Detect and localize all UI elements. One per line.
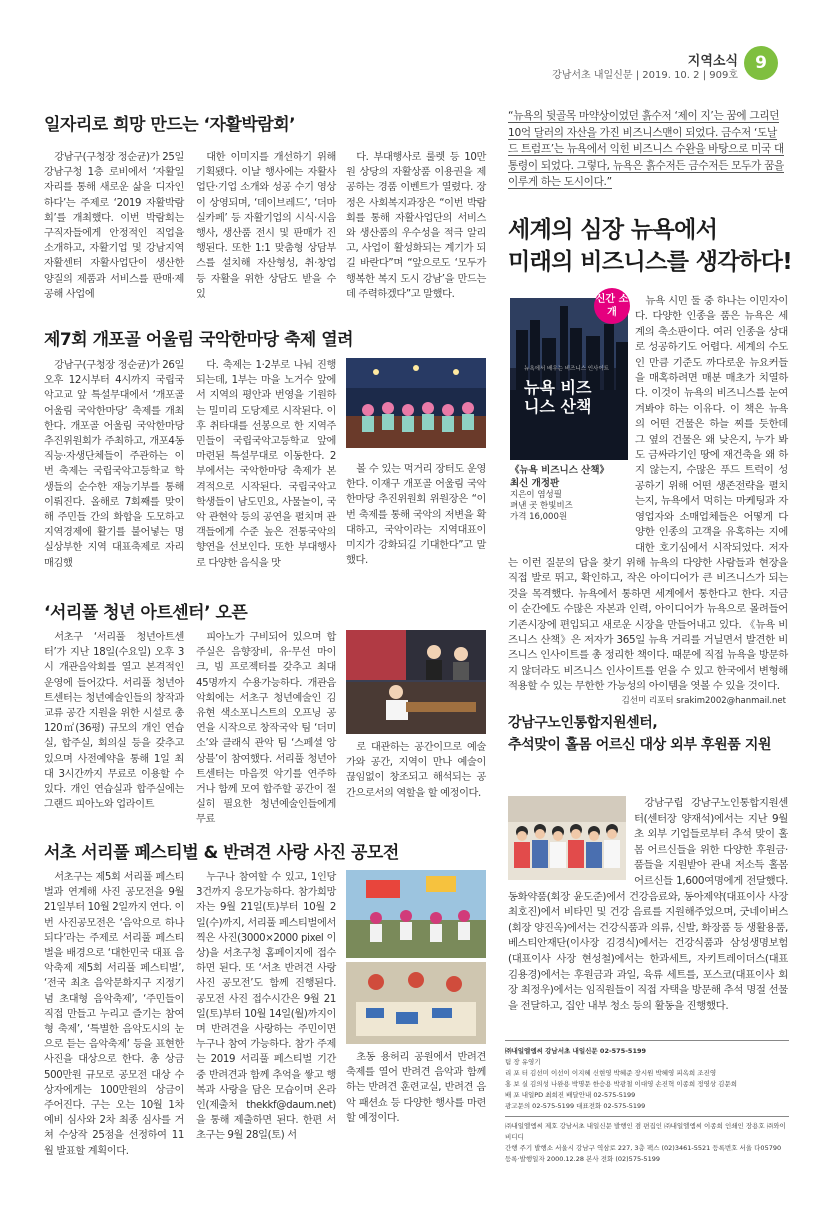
issue-meta: 강남서초 내일신문 | 2019. 10. 2 | 909호 (552, 70, 738, 81)
masthead: ㈜내일엘엠씨 강남서초 내일신문 02-575-5199 팀 장 유영기 리 포 터 김선미 이선이 이지혜 신현영 박혜준 장시원 박혜영 피옥희 조진영 홍 보 실 김의성 나완용 박명문 한승용 박광철 이대영 손진혁 이종희 정영상 김문희 배 포 내일PD 최희진 배달안내 02-575-5199 광고문의 02-575-5199 대표전화 02-575-5199 ㈜내일엘엠씨 제호 강남서초 내일신문 발행인 겸 편집인 ㈜내일엘엠씨 이종희 인쇄인 장용호 ㈜와이비디디 간행 주기 발행소 서울시 강남구 역삼로 227, 3층 팩스 (02)3461-5521 등록번호 서울 다05790 등록·발행일자 2000.12.28 본사 전화 (02)575-5199 (505, 1046, 789, 1165)
art-center-photo (346, 630, 486, 734)
article-4-title: 서초 서리풀 페스티벌 & 반려견 사랑 사진 공모전 (44, 843, 399, 863)
book-review-body: 뉴욕 시민 둘 중 하나는 이민자이다. 다양한 인종을 품은 뉴욕은 세계의 축소판이다. 여러 인종을 상대로 성공하기도 어렵다. 세계의 수도인 만큼 기준도 까다로운 뉴요커들을 매혹하려면 매분 매초가 치열하다. 이것이 뉴욕의 비즈니스를 눈여겨봐야 하는 이유다. 이 책은 뉴욕의 어떤 건물은 하늘 찌를 듯한데 그 옆의 건물은 왜 낮은지, 누가 봐도 금싸라기인 땅에 재건축을 왜 하지 않는지, 수많은 푸드 트럭이 성공하기 위해 어떤 생존전략을 펼치는지, 뉴욕에서 먹히는 마케팅과 자영업자와 소매업체들은 어떻게 다양한 인종의 고객을 유혹하는 지에 대한 호기심에서 시작되었다. 저자는 이런 질문의 답을 찾기 위해 뉴욕의 다양한 사람들과 현장을 직접 발로 뛰고, 확인하고, 작은 아이디어가 큰 비즈니스가 되는 것을 목격했다. 뉴욕에서 통하면 세계에서 통한다고 한다. 지금 이 순간에도 수많은 자본과 인력, 아이디어가 뉴욕으로 몰려들어 기존시장에 편입되고 새로운 시장을 만들어내고 있다. 《뉴욕 비즈니스 산책》은 저자가 365일 뉴욕 거리를 거닐면서 발견한 비즈니스 인사이트를 총 정리한 책이다. 때문에 직접 뉴욕을 방문하지 않더라도 비즈니스 인사이트를 얻을 수 있고 한국에서 변형해 적용할 수 있는 무한한 가능성의 아이템을 엿볼 수 있을 것이다. (508, 295, 788, 693)
festival-photo-2 (346, 962, 486, 1044)
gugak-concert-photo (346, 358, 486, 448)
masthead-divider (505, 1040, 789, 1041)
article-2-title: 제7회 개포골 어울림 국악한마당 축제 열려 (44, 330, 354, 350)
article-3-title: ‘서리풀 청년 아트센터’ 오픈 (44, 603, 248, 623)
article-2-col-3: 볼 수 있는 먹거리 장터도 운영한다. 이재구 개포골 어울림 국악한마당 추진위원회 위원장은 “이번 축제를 통해 국악의 저변을 확대하고, 국악이라는 지역대표이미지가 강화되길 기대한다”고 말했다. (346, 464, 486, 567)
book-headline: 세계의 심장 뉴욕에서 미래의 비즈니스를 생각하다! (508, 217, 793, 275)
article-4-col-1: 서초구는 제5회 서리풀 페스티벌과 연계해 사진 공모전을 9월 21일부터 10월 2일까지 연다. 이번 사진공모전은 ‘음악으로 하나 되다’라는 주제로 서리풀 페스티벌을 배경으로 ‘대한민국 대표 음악축제 제5회 서리풀 페스티벌’, ‘전국 최초 음악문화지구 지정기념 초대형 음악축제’, ‘주민들이 직접 만들고 누리고 즐기는 참여형 축제’, ‘특별한 음악도시의 눈으로 듣는 음악축제’ 등을 표현한 사진을 대상으로 한다. 총 상금 500만원 규모로 공모전 대상 수상자에게는 100만원의 상금이 주어진다. 구는 오는 10월 1차 예비 심사와 2차 최종 심사를 거쳐 수상작 25점을 선정하여 11월 발표할 계획이다. (44, 872, 185, 1157)
book-quote: “뉴욕의 뒷골목 마약상이었던 흙수저 ‘제이 지’는 꿈에 그리던 10억 달러의 자산을 가진 비즈니스맨이 되었다. 금수저 ‘도날드 트럼프’는 뉴욕에서 익힌 비즈니스 수완을 바탕으로 미국 대통령이 되었다. 그렇다, 뉴욕은 흙수저든 금수저든 모두가 꿈을 이루게 하는 도시이다.” (508, 110, 784, 189)
page-number: 9 (744, 46, 778, 80)
article-1-col-2: 대한 이미지를 개선하기 위해 기획됐다. 이날 행사에는 자활사업단·기업 소개와 성공 수기 영상이 상영되며, ‘데이브레드’, ‘더마실카페’ 등 자활기업의 시식·시음 행사, 생산품 전시 및 판매가 진행된다. 또한 1:1 맞춤형 상담부스를 설치해 자산형성, 취·창업 등 자활을 위한 상담도 받을 수 있 (196, 152, 336, 300)
article-3-col-3: 로 대관하는 공간이므로 예술가와 공간, 지역이 만나 예술이 끊임없이 창조되고 해석되는 공간으로서의 역할을 할 예정이다. (346, 742, 486, 799)
article-1-col-3: 다. 부대행사로 룰렛 등 10만원 상당의 자활상품 이용권을 제공하는 경품 이벤트가 열렸다. 장정은 사회복지과장은 “이번 박람회를 통해 자활사업단의 서비스와 생산품의 우수성을 적극 알리고, 사업이 활성화되는 계기가 되길 바란다”며 “앞으로도 ‘모두가 행복한 복지 도시 강남’을 만드는데 주력하겠다”고 말했다. (346, 152, 486, 300)
reporter-byline: 김선미 리포터 srakim2002@hanmail.net (621, 696, 786, 706)
article-3-col-1: 서초구 ‘서리풀 청년아트센터’가 지난 18일(수요일) 오후 3시 개관음악회를 열고 본격적인 운영에 들어갔다. 서리풀 청년아트센터는 청년예술인들의 창작과 교류 공간 지원을 위한 시설로 총 120㎡(36평) 규모의 개인 연습실, 합주실, 회의실 등을 갖추고 있으며 사전예약을 통해 1일 최대 3시간까지 무료로 이용할 수 있다. 개인 연습실과 합주실에는 그랜드 피아노와 업라이트 (44, 632, 184, 811)
book-cover-subtitle: 뉴욕에서 배우는 비즈니스 인사이트 (524, 366, 609, 372)
masthead-inner-divider (505, 1116, 789, 1117)
article-3-col-2: 피아노가 구비되어 있으며 합주실은 음향장비, 유·무선 마이크, 빔 프로젝터를 갖추고 최대 45명까지 수용가능하다. 개관음악회에는 서초구 청년예술인 김유현 색소포니스트의 오프닝 공연을 시작으로 창작국악 팀 ‘더미소’와 클래식 관악 팀 ‘스페셜 앙상블’이 참여했다. 서리풀 청년아트센터는 마음껏 악기를 연주하거나 함께 모여 합주할 공간이 절실히 필요한 청년예술인들에게 무료 (196, 632, 336, 826)
book-caption: 《뉴욕 비즈니스 산책》 최신 개정판 지은이 염성필 펴낸 곳 한빛비즈 가격 16,000원 (510, 465, 610, 522)
article-4-col-2: 누구나 참여할 수 있고, 1인당 3건까지 응모가능하다. 참가희망자는 9월 21일(토)부터 10월 2일(수)까지, 서리풀 페스티벌에서 찍은 사진(3000×2000 pixel 이상)을 서초구청 홈페이지에 접수하면 된다. 또 ‘서초 반려견 사랑 사진 공모전’도 함께 진행된다. 공모전 사진 접수시간은 9월 21일(토)부터 10월 14일(월)까지이며 반려견을 사랑하는 주민이면 누구나 참여 가능하다. 참가 주제는 2019 서리풀 페스티벌 기간 중 반려견과 함께 추억을 쌓고 행복과 사랑을 담은 모습이며 온라인(제출처 thekkf@daum.net)을 통해 제출하면 된다. 한편 서초구는 9월 28일(토) 서 (196, 872, 336, 1142)
festival-photo-1 (346, 870, 486, 958)
article-2-col-1: 강남구(구청장 정순균)가 26일 오후 12시부터 4시까지 국립국악고교 앞 특설무대에서 ‘개포골 어울림 국악한마당’ 축제를 개최한다. 개포골 어울림 국악한마당 추진위원회가 주최하고, 개포4동 직능·자생단체들이 주관하는 이번 축제는 국립국악고등학교 학생들의 순수한 재능기부를 통해 이뤄진다. 올해로 7회째를 맞이해 주민들 간의 화합을 도모하고 지역경제에 활기를 불어넣는 명실상부한 지역 대표축제로 자리매김했 (44, 360, 184, 569)
article-1-col-1: 강남구(구청장 정순균)가 25일 강남구청 1층 로비에서 ‘자활일자리를 통해 새로운 삶을 디자인 하다’는 주제로 ‘2019 자활박람회’를 개최했다. 이번 박람회는 구직자들에게 안정적인 직업을 소개하고, 자활기업 및 강남지역자활센터 자활사업단이 생산한 양질의 제품과 서비스를 판매·제공해 사업에 (44, 152, 184, 300)
article-2-col-2: 다. 축제는 1·2부로 나눠 진행되는데, 1부는 마을 노거수 앞에서 지역의 평안과 번영을 기원하는 밀미리 도당제로 시작된다. 이후 취타대를 선봉으로 한 지역주민들이 국립국악고등학교 앞에 마련된 특설무대로 이동한다. 2부에서는 국악한마당 축제가 본격적으로 시작된다. 국립국악고 학생들이 남도민요, 사물놀이, 국악 관현악 등의 공연을 펼치며 관객들에게 수준 높은 전통국악의 향연을 선보인다. 또한 부대행사로 다양한 음식을 맛 (196, 360, 336, 569)
senior-body: 강남구립 강남구노인통합지원센터(센터장 양재석)에서는 지난 9월 초 외부 기업들로부터 추석 맞이 홀몸 어르신들을 위한 다양한 후원금·품들을 지원받아 관내 저소득 홀몸 어르신들 1,600여명에게 전달했다. 동화약품(회장 윤도준)에서 건강음료와, 동아제약(대표이사 사장 최호진)에서 비타민 및 건강 음료를 지원해주었으며, 굿네이버스(회장 양진옥)에서는 건강식품과 의류, 신발, 화장품 등 생활용품, 베스티안재단(이사장 김경식)에서는 건강식품과 삼성생명보험(대표이사 사장 현성철)에서는 한과세트, 자키트레이더스(대표 김용경)에서는 후원금과 과일, 육류 세트를, 포스코(대표이사 회장 최정우)에서는 임직원들이 직접 자택을 방문해 추석 명절 선물을 전달하고, 집안 내부 청소 등의 활동을 진행했다. (508, 797, 788, 1012)
section-label: 지역소식 (687, 54, 738, 69)
book-cover-title: 뉴욕 비즈니스 산책 (524, 378, 592, 416)
new-book-badge: 신간 소개 (594, 288, 630, 324)
article-4-col-3: 초동 용허리 공원에서 반려견 축제를 열어 반려견 음악과 함께하는 반려견 훈련교실, 반려견 음악 패션쇼 등 다양한 행사를 마련할 예정이다. (346, 1052, 486, 1124)
article-1-title: 일자리로 희망 만드는 ‘자활박람회’ (44, 115, 296, 135)
senior-headline: 강남구노인통합지원센터, 추석맞이 홀몸 어르신 대상 외부 후원품 지원 (508, 715, 772, 753)
